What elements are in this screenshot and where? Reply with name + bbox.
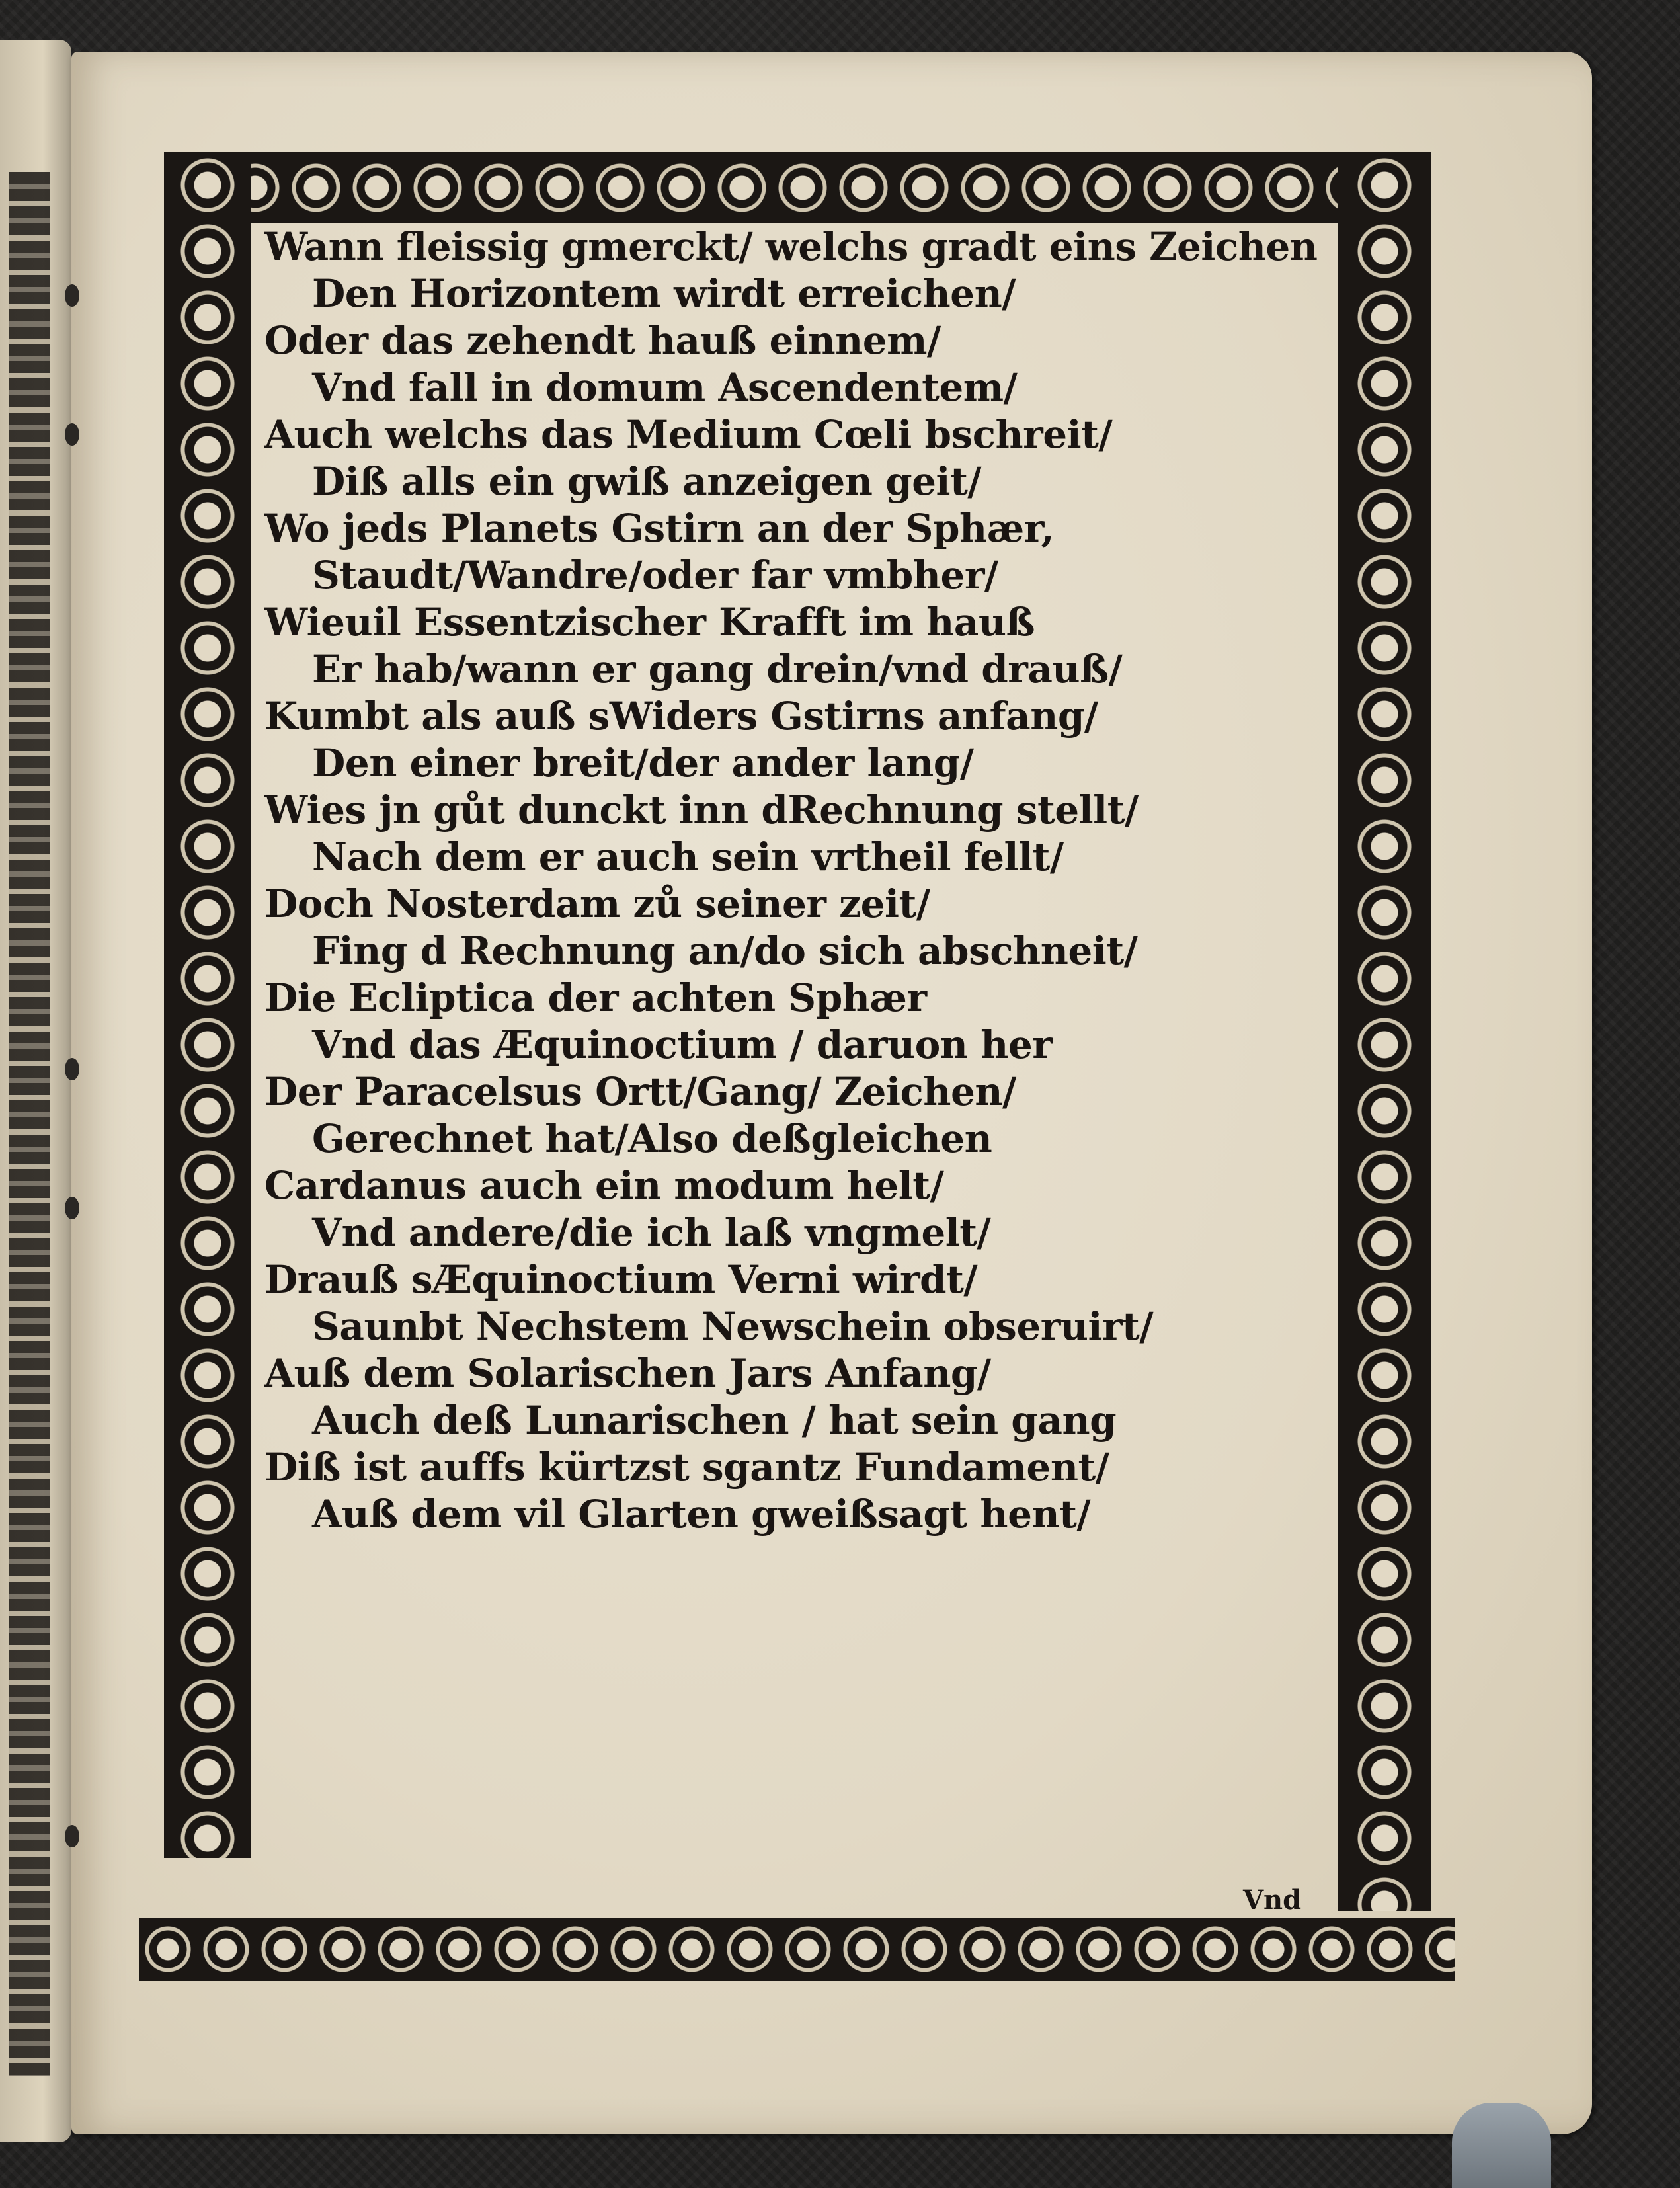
verse-line: Auch deß Lunarischen / hat sein gang bbox=[312, 1398, 1117, 1443]
verse-line: Er hab/wann er gang drein/vnd drauß/ bbox=[312, 647, 1123, 692]
verse-line: Vnd das Æquinoctium / daruon her bbox=[312, 1022, 1053, 1067]
verse-line: Die Ecliptica der achten Sphær bbox=[264, 975, 927, 1020]
facing-page-border-ornament bbox=[9, 172, 50, 2076]
verse-line: Auß dem vil Glarten gweißsagt hent/ bbox=[312, 1492, 1091, 1537]
verse-line: Auß dem Solarischen Jars Anfang/ bbox=[264, 1351, 991, 1396]
verse-line: Diß alls ein gwiß anzeigen geit/ bbox=[312, 459, 982, 504]
binding-hole bbox=[65, 1197, 79, 1219]
page-clip bbox=[1452, 2103, 1551, 2188]
verse-line: Kumbt als auß sWiders Gstirns anfang/ bbox=[264, 694, 1098, 739]
verse-line: Den einer breit/der ander lang/ bbox=[312, 741, 974, 786]
verse-line: Fing d Rechnung an/do sich abschneit/ bbox=[312, 928, 1138, 973]
binding-hole bbox=[65, 423, 79, 446]
verse-line: Doch Nosterdam zů seiner zeit/ bbox=[264, 881, 930, 926]
verse-text-block bbox=[264, 223, 1336, 1538]
verse-line: Vnd fall in domum Ascendentem/ bbox=[312, 365, 1018, 410]
verse-line: Gerechnet hat/Also deßgleichen bbox=[312, 1116, 992, 1161]
binding-hole bbox=[65, 284, 79, 307]
verse-line: Wo jeds Planets Gstirn an der Sphær, bbox=[264, 506, 1055, 551]
verse-line: Der Paracelsus Ortt/Gang/ Zeichen/ bbox=[264, 1069, 1016, 1114]
verse-line: Auch welchs das Medium Cœli bschreit/ bbox=[264, 412, 1113, 457]
verse-line: Wies jn gůt dunckt inn dRechnung stellt/ bbox=[264, 788, 1139, 832]
verse-line: Diß ist auffs kürtzst sgantz Fundament/ bbox=[264, 1445, 1109, 1490]
facing-page-edge bbox=[0, 40, 71, 2142]
catchword: Vnd bbox=[1243, 1884, 1302, 1916]
verse-line: Wann fleissig gmerckt/ welchs gradt eins Zeichen bbox=[264, 224, 1318, 269]
verse-line: Oder das zehendt hauß einnem/ bbox=[264, 318, 941, 363]
verse-line: Den Horizontem wirdt erreichen/ bbox=[312, 271, 1016, 316]
verse-line: Drauß sÆquinoctium Verni wirdt/ bbox=[264, 1257, 978, 1302]
binding-hole bbox=[65, 1825, 79, 1847]
ornamental-border-top bbox=[164, 152, 1341, 223]
binding-hole bbox=[65, 1058, 79, 1080]
verse-line: Nach dem er auch sein vrtheil fellt/ bbox=[312, 834, 1064, 879]
verse-line: Staudt/Wandre/oder far vmbher/ bbox=[312, 553, 998, 598]
verse-line: Vnd andere/die ich laß vngmelt/ bbox=[312, 1210, 991, 1255]
verse-line: Saunbt Nechstem Newschein obseruirt/ bbox=[312, 1304, 1154, 1349]
ornamental-border-bottom bbox=[139, 1918, 1455, 1981]
ornamental-border-left bbox=[164, 152, 251, 1858]
ornamental-border-right bbox=[1338, 152, 1431, 1911]
verse-line: Wieuil Essentzischer Krafft im hauß bbox=[264, 600, 1035, 645]
verse-line: Cardanus auch ein modum helt/ bbox=[264, 1163, 944, 1208]
